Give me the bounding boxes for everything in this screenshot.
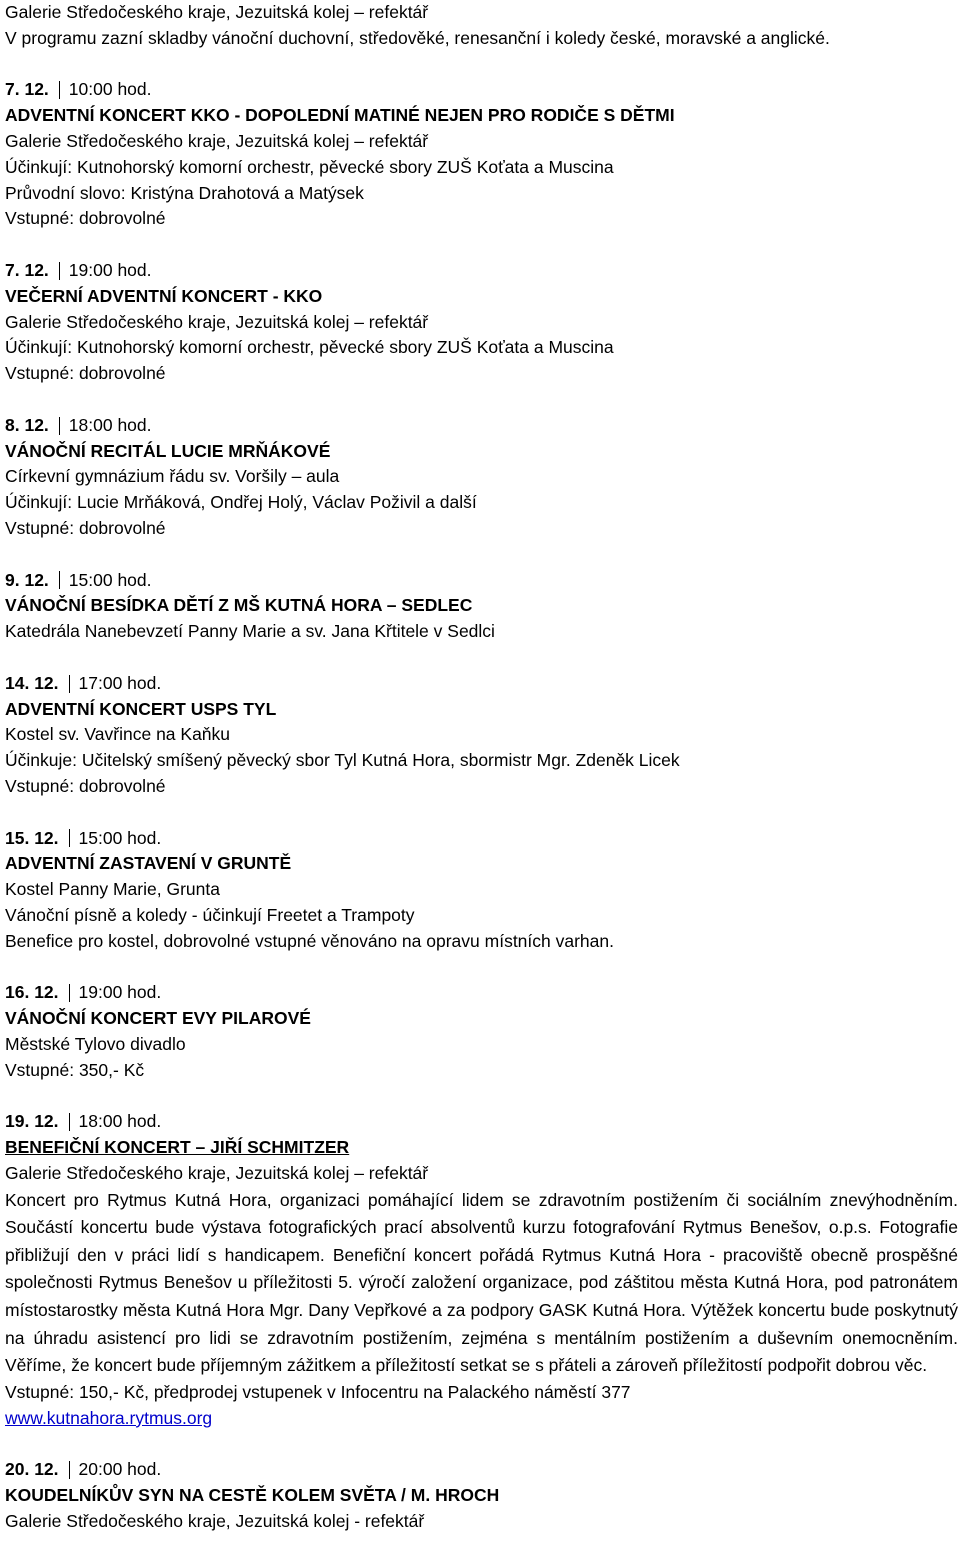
- top-venue: Galerie Středočeského kraje, Jezuitská kolej – refektář: [5, 2, 429, 22]
- separator: [59, 81, 60, 99]
- separator: [59, 417, 60, 435]
- event-detail-line: Galerie Středočeského kraje, Jezuitská kolej – refektář: [5, 311, 429, 332]
- separator: [69, 1113, 70, 1131]
- event-date: 19. 12.: [5, 1111, 59, 1132]
- event-title: ADVENTNÍ KONCERT USPS TYL: [5, 698, 277, 719]
- event-date: 9. 12.: [5, 569, 49, 590]
- event-datetime: [5, 258, 152, 284]
- separator: [69, 1461, 70, 1479]
- event-detail-line: Městské Tylovo divadlo: [5, 1033, 186, 1054]
- event-detail-line: Účinkují: Lucie Mrňáková, Ondřej Holý, Václav Poživil a další: [5, 492, 477, 513]
- event-datetime: [5, 77, 152, 103]
- event-detail-line: Průvodní slovo: Kristýna Drahotová a Matýsek: [5, 182, 364, 203]
- event-block: [5, 77, 960, 258]
- event-last: [5, 1457, 960, 1534]
- event-block: [5, 568, 960, 671]
- event-detail-line: Galerie Středočeského kraje, Jezuitská kolej – refektář: [5, 130, 429, 151]
- event-block: [5, 413, 960, 568]
- event-description: Koncert pro Rytmus Kutná Hora, organizaci pomáhající lidem se zdravotním postižením či sociálním znevýhodněním. Součástí koncertu bude výstava fotografických prací absolventů kurzu fotografování Rytmus Benešov, o.p.s. Fotografie přibližují den v práci lidí s handicapem. Benefiční koncert pořádá Rytmus Kutná Hora - pracoviště obecně prospěšné společnosti Rytmus Benešov u příležitosti 5. výročí založení organizace, pod záštitou města Kutná Hora, pod patronátem místostarostky města Kutná Hora Mgr. Dany Vepřkové a za podpory GASK Kutná Hora. Výtěžek koncertu bude poskytnutý na úhradu asistencí pro lidi se zdravotním postižením, zejména s mentálním postižením a duševním onemocněním. Věříme, že koncert bude příjemným zážitkem a příležitostí setkat se s přáteli a zároveň příležitostí podpořit dobrou věc.: [5, 1189, 958, 1376]
- event-time: 17:00 hod.: [78, 672, 162, 693]
- event-time: 20:00 hod.: [78, 1459, 162, 1480]
- separator: [69, 675, 70, 693]
- event-datetime: [5, 413, 152, 439]
- event-venue: Galerie Středočeského kraje, Jezuitská kolej - refektář: [5, 1510, 425, 1531]
- event-time: 15:00 hod.: [78, 827, 162, 848]
- event-venue: Galerie Středočeského kraje, Jezuitská kolej – refektář: [5, 1162, 429, 1183]
- event-block: [5, 671, 960, 826]
- event-time: 18:00 hod.: [78, 1111, 162, 1132]
- event-title: ADVENTNÍ ZASTAVENÍ V GRUNTĚ: [5, 853, 292, 874]
- event-title: VÁNOČNÍ KONCERT EVY PILAROVÉ: [5, 1008, 311, 1029]
- event-detail-line: Účinkují: Kutnohorský komorní orchestr, pěvecké sbory ZUŠ Koťata a Muscina: [5, 337, 614, 358]
- event-detail-line: Církevní gymnázium řádu sv. Voršily – aula: [5, 466, 340, 487]
- top-program: V programu zazní skladby vánoční duchovní, středověké, renesanční i koledy české, moravské a anglické.: [5, 27, 830, 48]
- event-tickets: Vstupné: 150,- Kč, předprodej vstupenek v Infocentru na Palackého náměstí 377: [5, 1381, 631, 1402]
- event-detail-line: Vstupné: dobrovolné: [5, 208, 166, 229]
- event-detail-line: Vstupné: dobrovolné: [5, 775, 166, 796]
- event-date: 15. 12.: [5, 827, 59, 848]
- event-detail-line: Účinkuje: Učitelský smíšený pěvecký sbor Tyl Kutná Hora, sbormistr Mgr. Zdeněk Licek: [5, 750, 680, 771]
- separator: [59, 262, 60, 280]
- event-title: KOUDELNÍKŮV SYN NA CESTĚ KOLEM SVĚTA / M. HROCH: [5, 1485, 500, 1505]
- event-date: 20. 12.: [5, 1459, 59, 1480]
- event-datetime: [5, 1457, 161, 1483]
- event-block: [5, 826, 960, 981]
- event-title: VÁNOČNÍ RECITÁL LUCIE MRŇÁKOVÉ: [5, 440, 331, 461]
- event-time: 18:00 hod.: [68, 414, 152, 435]
- event-detail-line: Katedrála Nanebevzetí Panny Marie a sv. Jana Křtitele v Sedlci: [5, 621, 495, 642]
- event-detail-line: Kostel sv. Vavřince na Kaňku: [5, 724, 231, 745]
- event-block: [5, 980, 960, 1109]
- event-benefit: [5, 1109, 960, 1457]
- event-detail-line: Vstupné: dobrovolné: [5, 517, 166, 538]
- event-title: BENEFIČNÍ KONCERT – JIŘÍ SCHMITZER: [5, 1137, 350, 1158]
- event-time: 19:00 hod.: [78, 982, 162, 1003]
- event-date: 8. 12.: [5, 414, 49, 435]
- event-time: 10:00 hod.: [68, 79, 152, 100]
- event-detail-line: Benefice pro kostel, dobrovolné vstupné věnováno na opravu místních varhan.: [5, 930, 614, 951]
- event-detail-line: Vánoční písně a koledy - účinkují Freetet a Trampoty: [5, 904, 415, 925]
- event-title: VÁNOČNÍ BESÍDKA DĚTÍ Z MŠ KUTNÁ HORA – SEDLEC: [5, 595, 473, 616]
- event-title: ADVENTNÍ KONCERT KKO - DOPOLEDNÍ MATINÉ NEJEN PRO RODIČE S DĚTMI: [5, 105, 675, 126]
- event-detail-line: Vstupné: 350,- Kč: [5, 1059, 145, 1080]
- event-date: 14. 12.: [5, 672, 59, 693]
- rytmus-link[interactable]: www.kutnahora.rytmus.org: [5, 1407, 213, 1428]
- event-date: 7. 12.: [5, 259, 49, 280]
- event-date: 16. 12.: [5, 982, 59, 1003]
- event-datetime: [5, 671, 161, 697]
- event-time: 19:00 hod.: [68, 259, 152, 280]
- event-datetime: [5, 568, 152, 594]
- event-title: VEČERNÍ ADVENTNÍ KONCERT - KKO: [5, 285, 323, 306]
- event-datetime: [5, 980, 161, 1006]
- event-datetime: [5, 826, 161, 852]
- event-detail-line: Vstupné: dobrovolné: [5, 363, 166, 384]
- event-date: 7. 12.: [5, 79, 49, 100]
- event-block: [5, 258, 960, 413]
- event-detail-line: Účinkují: Kutnohorský komorní orchestr, pěvecké sbory ZUŠ Koťata a Muscina: [5, 156, 614, 177]
- event-datetime: [5, 1109, 161, 1135]
- event-time: 15:00 hod.: [68, 569, 152, 590]
- separator: [69, 829, 70, 847]
- event-detail-line: Kostel Panny Marie, Grunta: [5, 879, 220, 900]
- separator: [69, 984, 70, 1002]
- event-list: [5, 77, 960, 1109]
- separator: [59, 571, 60, 589]
